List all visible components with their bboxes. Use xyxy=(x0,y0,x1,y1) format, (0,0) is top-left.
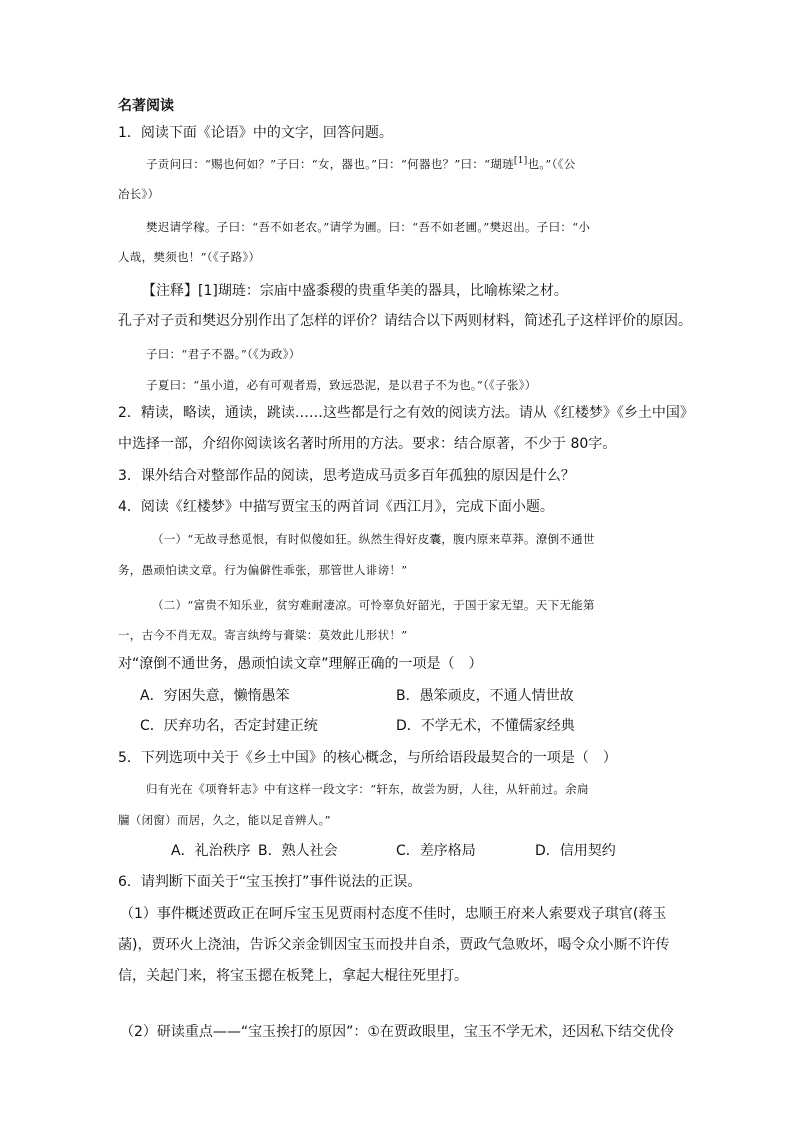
q4-ci1-line1: （一）“无故寻愁觅恨，有时似傻如狂。纵然生得好皮囊，腹内原来草莽。潦倒不通世 xyxy=(152,532,595,546)
q1-material1: 子曰：“君子不器。”（《为政》） xyxy=(146,347,301,361)
q1-material2: 子夏曰：“虽小道，必有可观者焉，致远恐泥，是以君子不为也。”（《子张》） xyxy=(146,378,537,392)
q3-line1: 3．课外结合对整部作品的阅读，思考造成马贡多百年孤独的原因是什么？ xyxy=(118,468,575,484)
q6-item1-line2: 菡)，贾环火上浇油，告诉父亲金钏因宝玉而投井自杀，贾政气急败坏，喝令众小厮不许传 xyxy=(118,937,670,953)
q1-note: 【注释】[1]瑚琏：宗庙中盛黍稷的贵重华美的器具，比喻栋梁之材。 xyxy=(142,283,568,299)
q1-passage2-line1: 樊迟请学稼。子曰：“吾不如老农。”请学为圃。曰：“吾不如老圃。”樊迟出。子曰：“小 xyxy=(146,220,591,234)
q5-option-a[interactable]: A．礼治秩序 xyxy=(171,843,251,859)
q4-stem: 4．阅读《红楼梦》中描写贾宝玉的两首词《西江月》，完成下面小题。 xyxy=(118,499,554,515)
q4-option-c[interactable]: C．厌弃功名，否定封建正统 xyxy=(140,718,318,734)
q1-passage1-line2: 冶长》） xyxy=(118,187,160,201)
q1-stem: 1．阅读下面《论语》中的文字，回答问题。 xyxy=(118,125,393,141)
q5-option-b[interactable]: B．熟人社会 xyxy=(258,843,338,859)
q4-ci2-line2: 一，古今不肖无双。寄言纨绔与膏粱：莫效此儿形状！” xyxy=(118,628,408,642)
q5-passage-line2: 牖（闭窗）而居，久之，能以足音辨人。” xyxy=(118,813,331,827)
q6-item1-line1: （1）事件概述贾政正在呵斥宝玉见贾雨村态度不佳时，忠顺王府来人索要戏子琪官(蒋玉 xyxy=(120,906,667,922)
q5-passage-line1: 归有光在《项脊轩志》中有这样一段文字：“轩东，故尝为厨，人往，从轩前过。余扃 xyxy=(146,782,589,796)
q5-option-c[interactable]: C．差序格局 xyxy=(396,843,476,859)
q6-item2-line1: （2）研读重点——“宝玉挨打的原因”：①在贾政眼里，宝玉不学无术，还因私下结交优伶 xyxy=(120,1024,674,1040)
q6-stem: 6．请判断下面关于“宝玉挨打”事件说法的正误。 xyxy=(118,874,422,890)
q4-option-d[interactable]: D．不学无术，不懂儒家经典 xyxy=(396,718,575,734)
q1-passage2-line2: 人哉，樊须也！”（《子路》） xyxy=(118,250,261,264)
q4-option-a[interactable]: A．穷困失意，懒惰愚笨 xyxy=(140,688,290,704)
section-title: 名著阅读 xyxy=(118,98,174,114)
q6-item1-line3: 信，关起门来，将宝玉摁在板凳上，拿起大棍往死里打。 xyxy=(118,968,468,984)
q1-footnote-marker: [1] xyxy=(513,156,528,167)
q5-option-d[interactable]: D．信用契约 xyxy=(535,843,616,859)
q1-passage1-line1: 子贡问曰：“赐也何如？”子曰：“女，器也。”曰：“何器也？”曰：“瑚琏[1]也。”（《公 xyxy=(146,156,576,171)
q5-stem: 5．下列选项中关于《乡土中国》的核心概念，与所给语段最契合的一项是（ ） xyxy=(118,750,617,766)
q4-option-b[interactable]: B．愚笨顽皮，不通人情世故 xyxy=(396,688,574,704)
q4-ci2-line1: （二）“富贵不知乐业，贫穷难耐凄凉。可怜辜负好韶光，于国于家无望。天下无能第 xyxy=(152,598,595,612)
q4-ci1-line2: 务，愚顽怕读文章。行为偏僻性乖张，那管世人诽谤！” xyxy=(118,563,408,577)
q2-line2: 中选择一部，介绍你阅读该名著时所用的方法。要求：结合原著，不少于 80字。 xyxy=(118,436,617,452)
q1-question: 孔子对子贡和樊迟分别作出了怎样的评价？请结合以下两则材料，简述孔子这样评价的原因。 xyxy=(118,313,692,329)
q4-question: 对“潦倒不通世务，愚顽怕读文章”理解正确的一项是（ ） xyxy=(118,656,483,672)
q2-line1: 2．精读，略读，通读，跳读……这些都是行之有效的阅读方法。请从《红楼梦》《乡土中国》 xyxy=(118,405,694,421)
